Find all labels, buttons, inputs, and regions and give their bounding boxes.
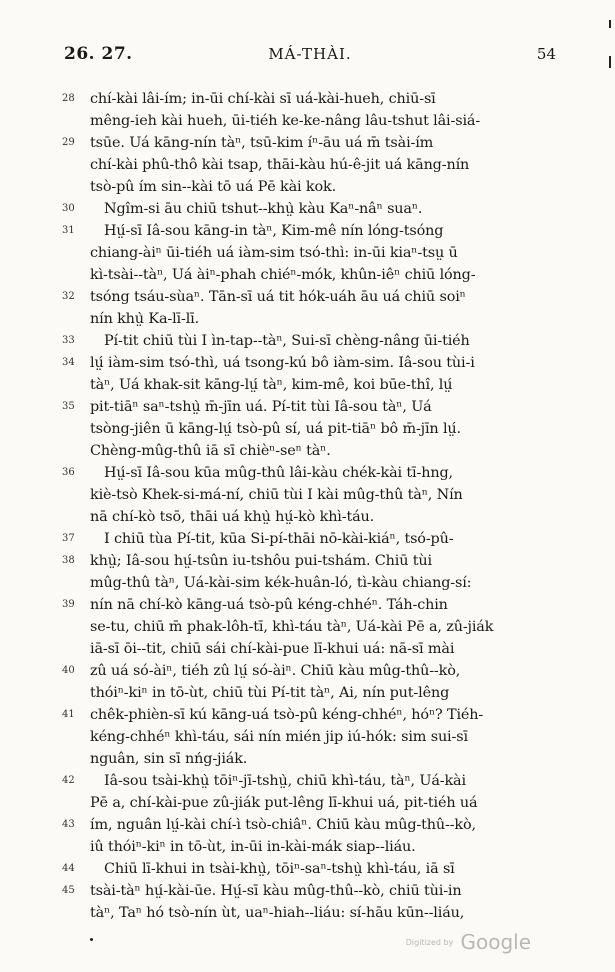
text-line (0, 528, 615, 550)
digitized-watermark (406, 930, 531, 954)
text-line (0, 286, 615, 308)
line-text: nguân, sin sī nńg-jiák. (90, 751, 248, 767)
line-text: tsóng tsáu-sùaⁿ. Tān-sī uá tit hók-uáh āu uá chiū soiⁿ (90, 289, 466, 305)
line-text: I chiū tùa Pí-tit, kūa Si-pí-thāi nō-kài-kiáⁿ, tsó-pû- (104, 531, 454, 547)
text-line (0, 440, 615, 462)
line-text: chí-kài lâi-ím; in-ūi chí-kài sī uá-kài-hueh, chiū-sī (90, 91, 436, 107)
line-text: Pí-tit chiū tùi I ìn-tap--tàⁿ, Sui-sī chèng-nâng ūi-tiéh (104, 333, 470, 349)
text-line (0, 418, 615, 440)
line-text: Hṳ́-sī Iâ-sou kūa mûg-thû lâi-kàu chék-kài tī-hng, (104, 465, 453, 481)
line-text: tàⁿ, Uá khak-sit kāng-lṳ́ tàⁿ, kim-mê, koi būe-thî, lṳ́ (90, 377, 453, 393)
line-text: thóiⁿ-kiⁿ in tō-ùt, chiū tùi Pí-tit tàⁿ, Ai, nín put-lêng (90, 685, 450, 701)
text-line (0, 858, 615, 880)
verse-number: 45 (62, 885, 75, 896)
text-line (0, 770, 615, 792)
line-text: pit-tiāⁿ saⁿ-tshṳ̀ m̄-jīn uá. Pí-tit tùi Iâ-sou tàⁿ, Uá (90, 399, 432, 415)
verse-number: 38 (62, 555, 75, 566)
verse-number: 32 (62, 291, 75, 302)
text-line (0, 264, 615, 286)
text-line (0, 396, 615, 418)
text-line (0, 726, 615, 748)
line-text: mêng-ieh kài hueh, ūi-tiéh ke-ke-nâng lâu-tshut lâi-siá- (90, 113, 481, 129)
line-text: kì-tsài--tàⁿ, Uá àiⁿ-phah chiéⁿ-mók, khûn-iêⁿ chiū lóng- (90, 267, 476, 283)
line-text: chêk-phièn-sī kú kāng-uá tsò-pû kéng-chhéⁿ, hóⁿ? Tiéh- (90, 707, 484, 723)
text-line (0, 594, 615, 616)
verse-number: 29 (62, 137, 75, 148)
verse-number: 41 (62, 709, 75, 720)
text-line (0, 374, 615, 396)
text-line (0, 110, 615, 132)
verse-number: 33 (62, 335, 75, 346)
text-line (0, 660, 615, 682)
verse-number: 39 (62, 599, 75, 610)
text-line (0, 132, 615, 154)
text-line (0, 550, 615, 572)
line-text: tsài-tàⁿ hṳ́-kài-ūe. Hṳ́-sī kàu mûg-thû--kò, chiū tùi-in (90, 883, 462, 899)
line-text: tàⁿ, Taⁿ hó tsò-nín ùt, uaⁿ-hiah--liáu: sí-hāu kūn--liáu, (90, 905, 465, 921)
line-text: Chèng-mûg-thû iā sī chièⁿ-seⁿ tàⁿ. (90, 443, 331, 459)
verse-number: 30 (62, 203, 75, 214)
text-line (0, 88, 615, 110)
text-line (0, 572, 615, 594)
line-text: nín nā chí-kò kāng-uá tsò-pû kéng-chhéⁿ. Táh-chin (90, 597, 448, 613)
text-line (0, 506, 615, 528)
text-line (0, 814, 615, 836)
page-number: 54 (536, 45, 556, 63)
chapter-reference: 26. 27. (64, 44, 133, 64)
text-line (0, 220, 615, 242)
line-text: iû thóiⁿ-kiⁿ in tō-ùt, in-ūi in-kài-mák siap--liáu. (90, 839, 416, 855)
ink-dot (90, 938, 93, 941)
text-line (0, 198, 615, 220)
line-text: tsò-pû ím sin--kài tō uá Pē kài kok. (90, 179, 337, 195)
text-line (0, 682, 615, 704)
text-line (0, 638, 615, 660)
text-line (0, 616, 615, 638)
google-logo: Google (460, 930, 531, 954)
line-text: kéng-chhéⁿ khì-táu, sái nín mién jip iú-hók: sim sui-sī (90, 729, 468, 745)
text-line (0, 352, 615, 374)
verse-number: 43 (62, 819, 75, 830)
line-text: mûg-thû tàⁿ, Uá-kài-sim kék-huân-ló, tì-kàu chiang-sí: (90, 575, 472, 591)
line-text: nín khṳ̀ Ka-lī-lī. (90, 311, 200, 327)
page-edge-mark (609, 20, 611, 28)
verse-number: 44 (62, 863, 75, 874)
line-text: nā chí-kò tsō, thāi uá khṳ̀ hṳ́-kò khì-táu. (90, 509, 375, 525)
text-line (0, 902, 615, 924)
line-text: ím, nguân lṳ́-kài chí-ì tsò-chiâⁿ. Chiū kàu mûg-thû--kò, (90, 817, 476, 833)
verse-number: 31 (62, 225, 75, 236)
page-edge-mark (609, 56, 611, 68)
verse-number: 36 (62, 467, 75, 478)
line-text: Iâ-sou tsài-khṳ̀ tōiⁿ-jī-tshṳ̀, chiū khì-táu, tàⁿ, Uá-kài (104, 773, 466, 789)
line-text: khṳ̀; Iâ-sou hṳ́-tsûn iu-tshôu pui-tshám. Chiū tùi (90, 553, 432, 569)
line-text: Ngîm-si āu chiū tshut--khṳ̀ kàu Kaⁿ-nâⁿ suaⁿ. (104, 201, 423, 217)
text-line (0, 748, 615, 770)
text-line (0, 792, 615, 814)
line-text: iā-sī ōi--tit, chiū sái chí-kài-pue lī-khui uá: nā-sī mài (90, 641, 455, 657)
watermark-prefix: Digitized by (405, 937, 454, 947)
line-text: lṳ́ iàm-sim tsó-thì, uá tsong-kú bô iàm-sim. Iâ-sou tùi-i (90, 355, 475, 371)
verse-number: 28 (62, 93, 75, 104)
text-line (0, 242, 615, 264)
text-line (0, 484, 615, 506)
verse-number: 34 (62, 357, 75, 368)
line-text: Chiū lī-khui in tsài-khṳ̀, tōiⁿ-saⁿ-tshṳ̀ khì-táu, iā sī (104, 861, 455, 877)
book-title: MÁ-THÀI. (268, 45, 352, 63)
text-line (0, 836, 615, 858)
line-text: se-tu, chiū m̄ phak-lôh-tī, khì-táu tàⁿ, Uá-kài Pē a, zû-jiák (90, 619, 494, 635)
verse-number: 37 (62, 533, 75, 544)
text-line (0, 176, 615, 198)
text-line (0, 462, 615, 484)
text-line (0, 308, 615, 330)
text-line (0, 330, 615, 352)
text-line (0, 704, 615, 726)
verse-number: 35 (62, 401, 75, 412)
line-text: tsūe. Uá kāng-nín tàⁿ, tsū-kim íⁿ-āu uá m̄ tsài-ím (90, 135, 434, 151)
line-text: zû uá só-àiⁿ, tiéh zû lṳ́ só-àiⁿ. Chiū kàu mûg-thû--kò, (90, 663, 461, 679)
line-text: Pē a, chí-kài-pue zû-jiák put-lêng lī-khui uá, pit-tiéh uá (90, 795, 478, 811)
line-text: tsòng-jiên ū kāng-lṳ́ tsò-pû sí, uá pit-tiāⁿ bô m̄-jīn lṳ́. (90, 421, 461, 437)
verse-number: 42 (62, 775, 75, 786)
text-line (0, 154, 615, 176)
line-text: Hṳ́-sī Iâ-sou kāng-in tàⁿ, Kim-mê nín lóng-tsóng (104, 223, 444, 239)
verse-number: 40 (62, 665, 75, 676)
text-line (0, 880, 615, 902)
line-text: chiang-àiⁿ ūi-tiéh uá iàm-sim tsó-thì: in-ūi kiaⁿ-tsṳ ū (90, 245, 458, 261)
line-text: chí-kài phû-thô kài tsap, thāi-kàu hú-ê-jit uá kāng-nín (90, 157, 470, 173)
line-text: kiè-tsò Khek-si-má-ní, chiū tùi I kài mûg-thû tàⁿ, Nín (90, 487, 463, 503)
page-header (64, 44, 556, 70)
